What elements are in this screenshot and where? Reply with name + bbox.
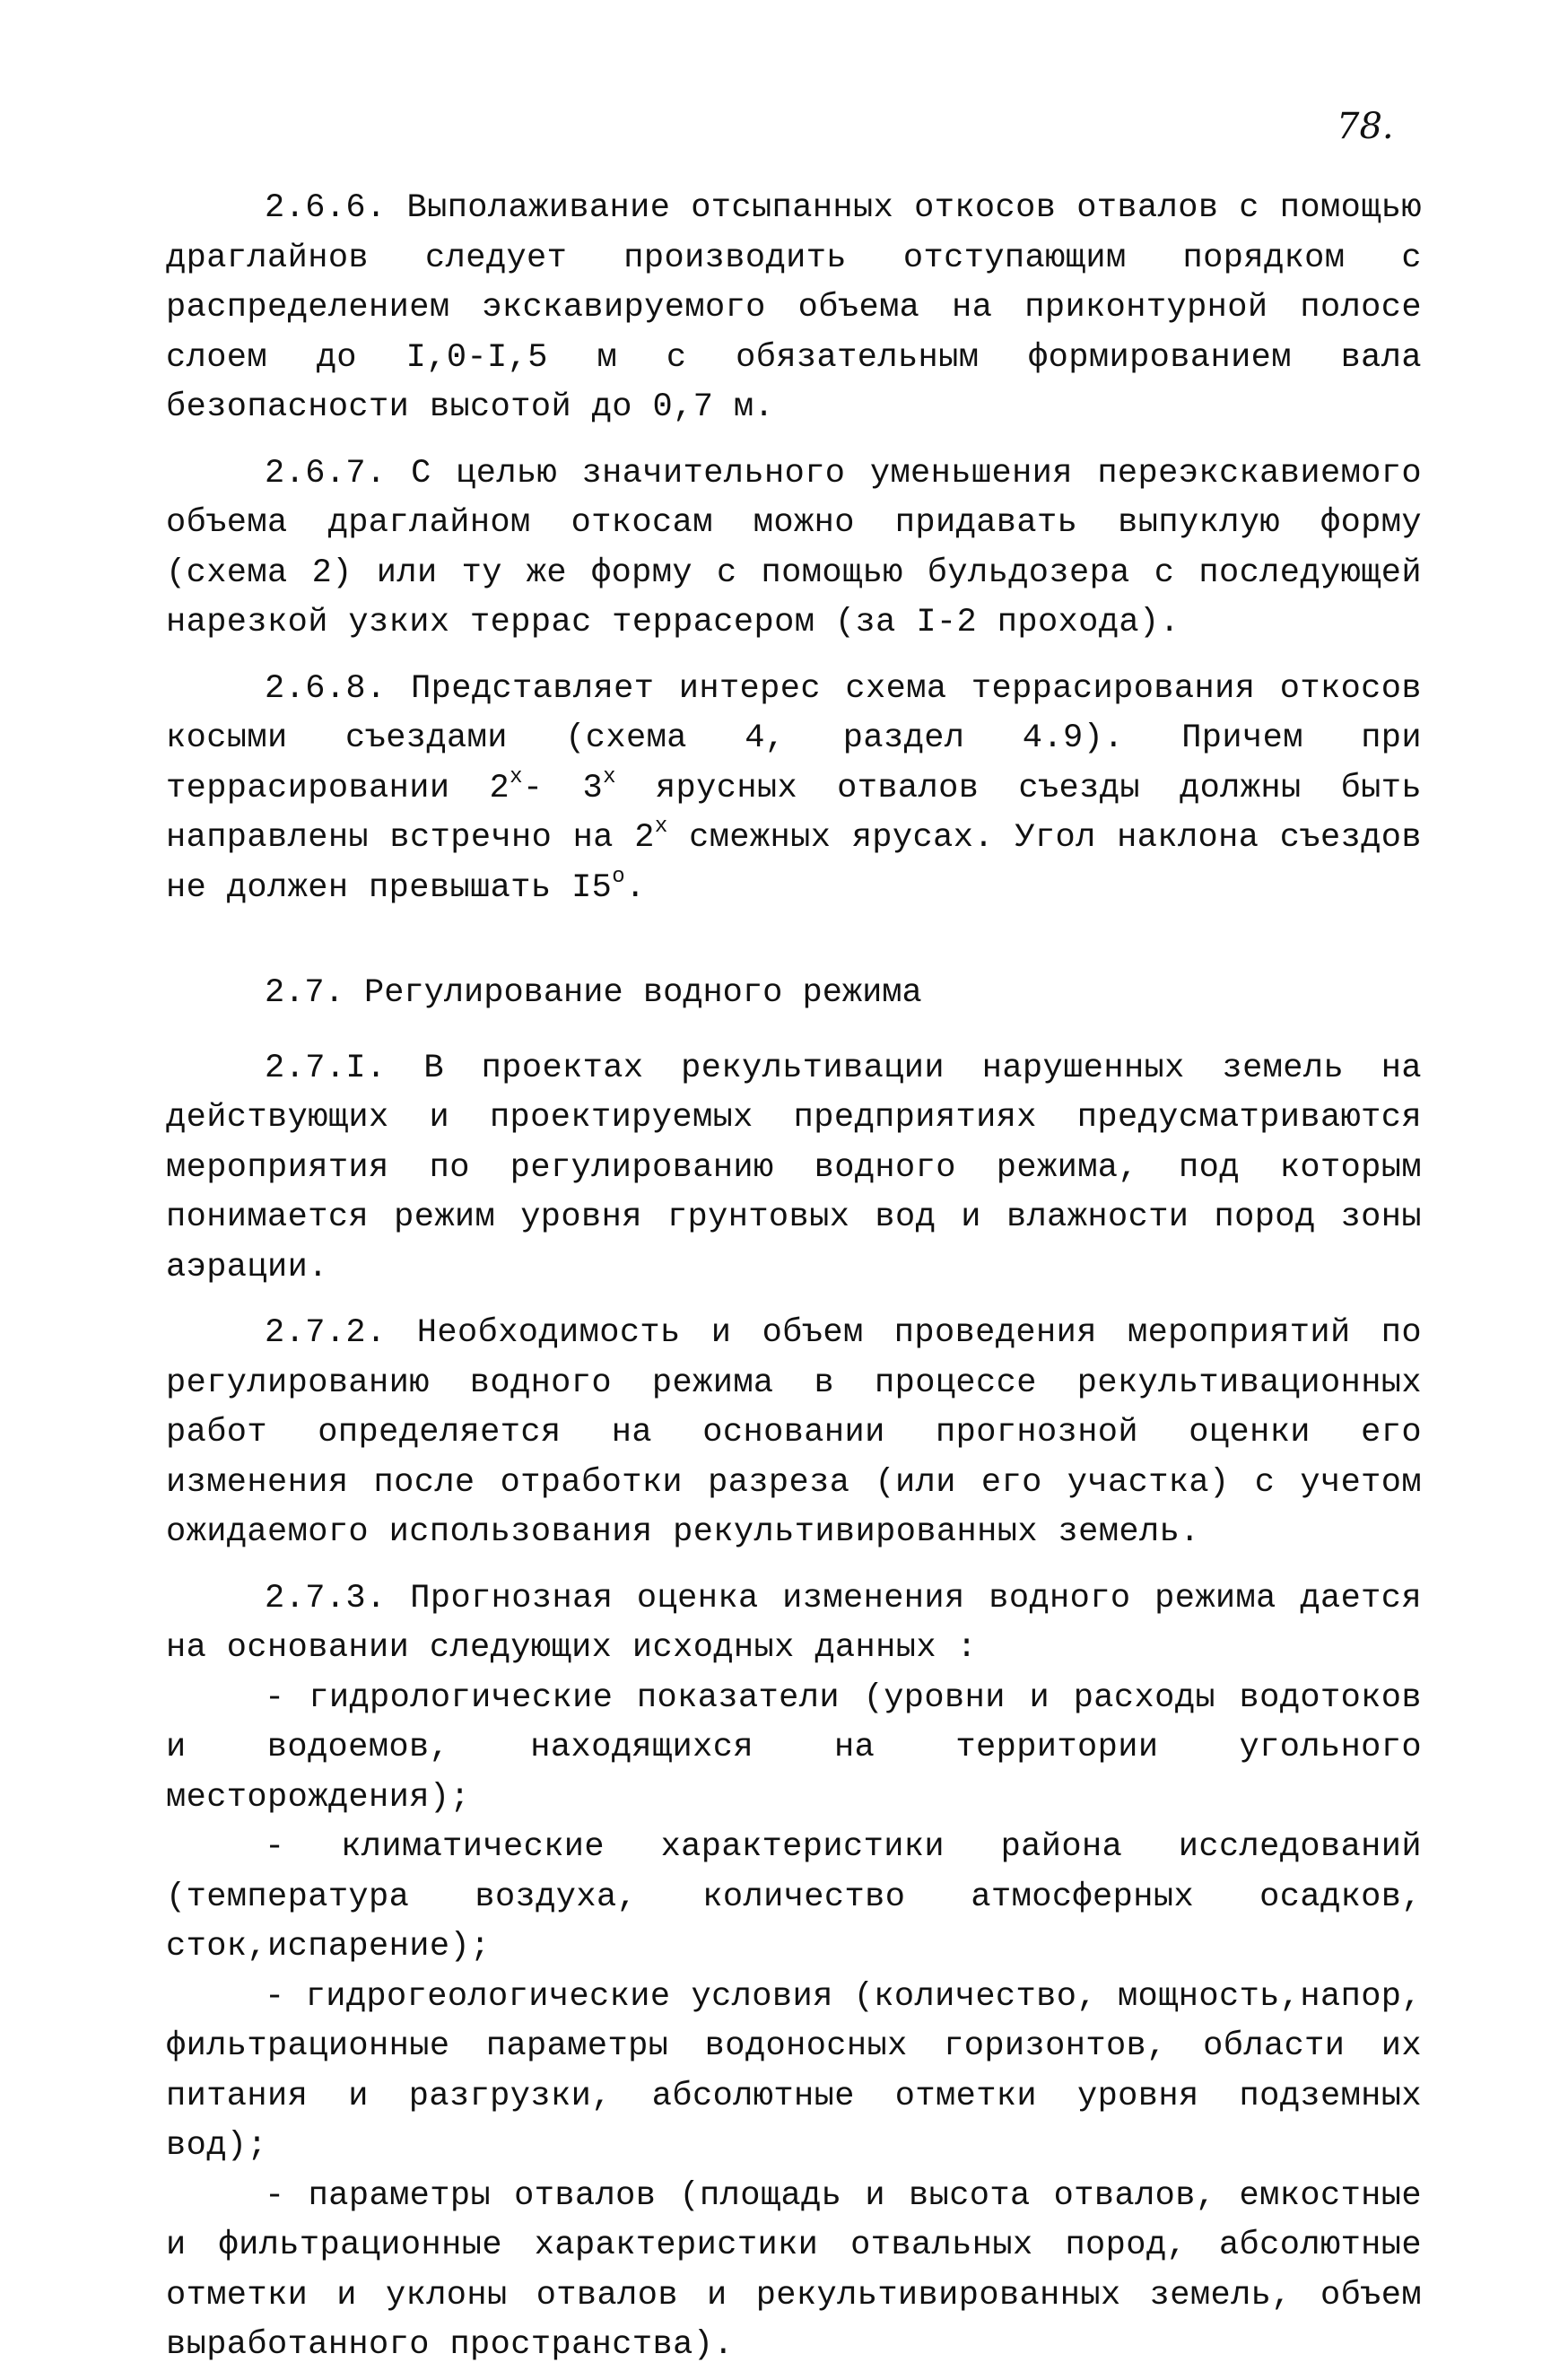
superscript-x: х	[510, 764, 523, 789]
paragraph-2-7-2: 2.7.2. Необходимость и объем проведения мероприятий по регулированию водного режима в процессе рекультивационных работ определяется на основании прогнозной оценки его изменения после отработки разреза (или его участка) с учетом ожидаемого использования рекультивированных земель.	[166, 1314, 1422, 1551]
document-body	[166, 184, 1422, 2371]
section-heading: 2.7. Регулирование водного режима	[265, 974, 922, 1012]
paragraph-2-6-8-part-b: - 3	[522, 769, 604, 807]
superscript-x: х	[654, 815, 668, 839]
list-item: - климатические характеристики района исследований (температура воздуха, количество атмосферных осадков, сток,испарение);	[166, 1828, 1422, 1966]
list-item: - параметры отвалов (площадь и высота отвалов, емкостные и фильтрационные характеристики отвальных пород, абсолютные отметки и уклоны отвалов и рекультивированных земель, объем выработанного пространства).	[166, 2176, 1422, 2364]
paragraph-2-6-8	[166, 665, 1422, 914]
paragraph-2-6-8-part-e: .	[625, 868, 646, 907]
paragraph-2-7-3: 2.7.3. Прогнозная оценка изменения водного режима дается на основании следующих исходных данных :	[166, 1579, 1422, 1667]
superscript-degree: о	[612, 864, 626, 889]
paragraph-2-6-8-part-d: смежных ярусах. Угол наклона съездов не должен превышать I5	[166, 819, 1422, 907]
page-number: 78.	[1337, 106, 1394, 147]
superscript-x: х	[603, 764, 616, 789]
list-item: - гидрологические показатели (уровни и расходы водотоков и водоемов, находящихся на территории угольного месторождения);	[166, 1678, 1422, 1817]
paragraph-2-6-8-part-c: ярусных отвалов съезды должны быть направлены встречно на 2	[166, 769, 1422, 857]
paragraph-2-6-7: 2.6.7. С целью значительного уменьшения переэкскавиемого объема драглайном откосам можно придавать выпуклую форму (схема 2) или ту же форму с помощью бульдозера с последующей нарезкой узких террас террасером (за I-2 прохода).	[166, 454, 1422, 641]
paragraph-2-6-8-part-a: 2.6.8. Представляет интерес схема террасирования откосов косыми съездами (схема 4, раздел 4.9). Причем при террасировании 2	[166, 669, 1422, 807]
paragraph-2-6-6: 2.6.6. Выполаживание отсыпанных откосов отвалов с помощью драглайнов следует производить отступающим порядком с распределением экскавируемого объема на приконтурной полосе слоем до I,0-I,5 м с обязательным формированием вала безопасности высотой до 0,7 м.	[166, 189, 1422, 426]
paragraph-2-7-1: 2.7.I. В проектах рекультивации нарушенных земель на действующих и проектируемых предприятиях предусматриваются мероприятия по регулированию водного режима, под которым понимается режим уровня грунтовых вод и влажности пород зоны аэрации.	[166, 1049, 1422, 1286]
list-item: - гидрогеологические условия (количество, мощность,напор, фильтрационные параметры водоносных горизонтов, области их питания и разгрузки, абсолютные отметки уровня подземных вод);	[166, 1977, 1422, 2165]
